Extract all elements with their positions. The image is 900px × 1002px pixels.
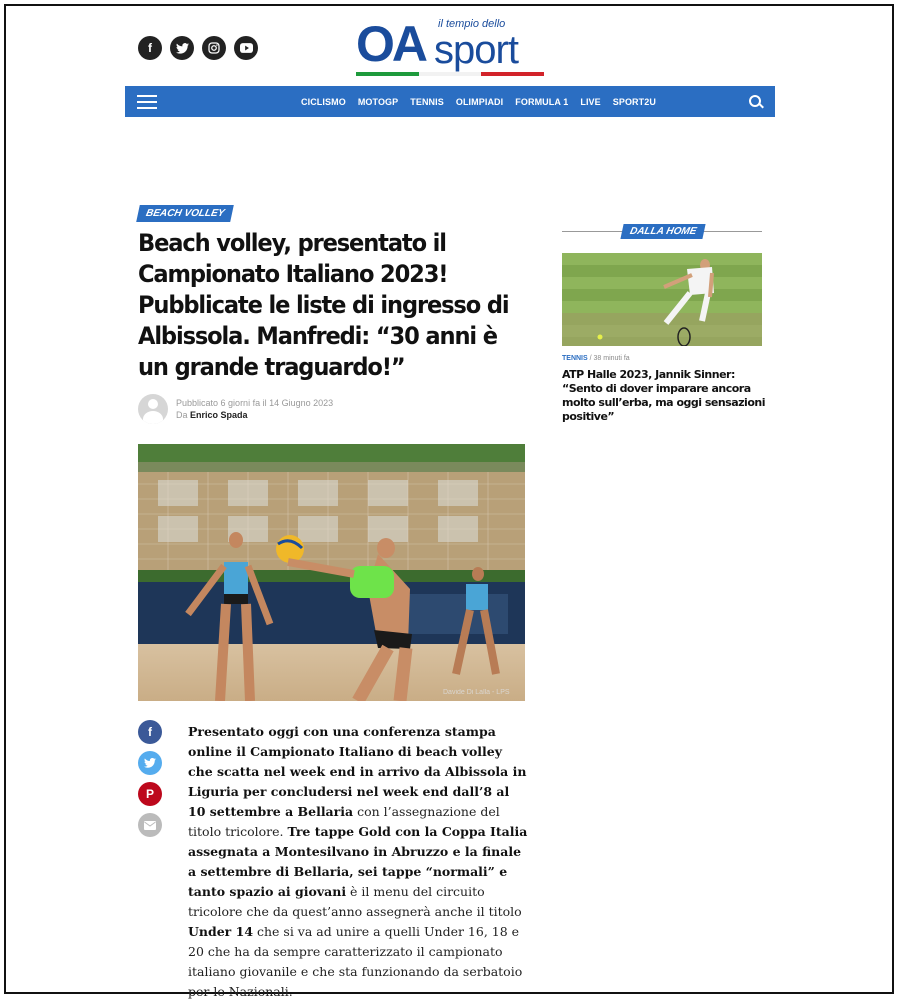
email-icon[interactable] (138, 813, 162, 837)
twitter-icon[interactable] (138, 751, 162, 775)
search-icon[interactable] (749, 95, 763, 109)
sidebar-section-header (562, 222, 762, 240)
nav-item-olimpiadi[interactable]: OLIMPIADI (455, 96, 504, 107)
author-prefix: Da (176, 410, 188, 420)
logo-flag-stripe (356, 72, 544, 76)
article-meta (138, 394, 333, 424)
nav-item-live[interactable]: LIVE (580, 96, 601, 107)
facebook-icon[interactable]: f (138, 720, 162, 744)
body-bold-3: Under 14 (188, 924, 254, 939)
twitter-icon[interactable] (170, 36, 194, 60)
published-label: Pubblicato (176, 398, 219, 408)
published-ago: 6 giorni fa (220, 398, 261, 408)
article-body (188, 722, 528, 1002)
sidebar-card-title[interactable]: ATP Halle 2023, Jannik Sinner: “Sento di dover imparare ancora molto sull’erba, ma oggi sensazioni positive” (562, 368, 765, 423)
body-text-1: con l’assegnazione del titolo tricolore. (188, 804, 500, 839)
body-bold-1: Presentato oggi con una conferenza stampa online il Campionato Italiano di beach volley che scatta nel week end in arrivo da Albissola in Liguria per concludersi nel week end dall’8 al 10 settembre a Bellaria (188, 724, 527, 819)
main-nav (125, 86, 775, 117)
article-title: Beach volley, presentato il Campionato Italiano 2023! Pubblicate le liste di ingresso di Albissola. Manfredi: “30 anni è un grande traguardo!” (138, 229, 509, 381)
photo-credit: Davide Di Lalla - LPS (443, 689, 510, 696)
share-buttons (138, 720, 162, 837)
logo-sport: sport (434, 28, 518, 72)
nav-item-motogp[interactable]: MOTOGP (357, 96, 399, 107)
social-links (138, 36, 258, 60)
facebook-icon[interactable]: f (138, 36, 162, 60)
sidebar-card-category[interactable]: TENNIS (562, 355, 588, 362)
body-bold-2: Tre tappe Gold con la Coppa Italia assegnata a Montesilvano in Abruzzo e la finale a settembre di Bellaria, sei tappe “normali” e tanto spazio ai giovani (188, 824, 528, 899)
sidebar-card-image[interactable] (562, 253, 762, 346)
sidebar-card-meta: TENNIS / 38 minuti fa (562, 355, 630, 362)
pinterest-icon[interactable]: P (138, 782, 162, 806)
instagram-icon[interactable] (202, 36, 226, 60)
published-date: il 14 Giugno 2023 (262, 398, 334, 408)
logo-tagline: il tempio dello (438, 18, 506, 30)
author-avatar (138, 394, 168, 424)
body-text-3: che si va ad unire a quelli Under 16, 18 e 20 che ha da sempre caratterizzato il campionato italiano giovanile e che sta funzionando da serbatoio per le Nazionali. (188, 924, 523, 999)
nav-item-ciclismo[interactable]: CICLISMO (301, 96, 346, 107)
hamburger-icon[interactable] (137, 95, 157, 109)
nav-item-formula1[interactable]: FORMULA 1 (515, 96, 569, 107)
logo-oa: OA (356, 16, 425, 72)
author-name[interactable]: Enrico Spada (190, 410, 248, 420)
article-photo (138, 444, 525, 701)
site-logo[interactable] (356, 18, 546, 78)
body-text-2: è il menu del circuito tricolore che da quest’anno assegnerà anche il titolo (188, 884, 522, 919)
youtube-icon[interactable] (234, 36, 258, 60)
sidebar-card-time: 38 minuti fa (593, 355, 630, 362)
nav-item-sport2u[interactable]: SPORT2U (612, 96, 656, 107)
nav-item-tennis[interactable]: TENNIS (410, 96, 444, 107)
sidebar-section-label: DALLA HOME (620, 224, 705, 239)
category-badge[interactable]: BEACH VOLLEY (136, 205, 234, 222)
